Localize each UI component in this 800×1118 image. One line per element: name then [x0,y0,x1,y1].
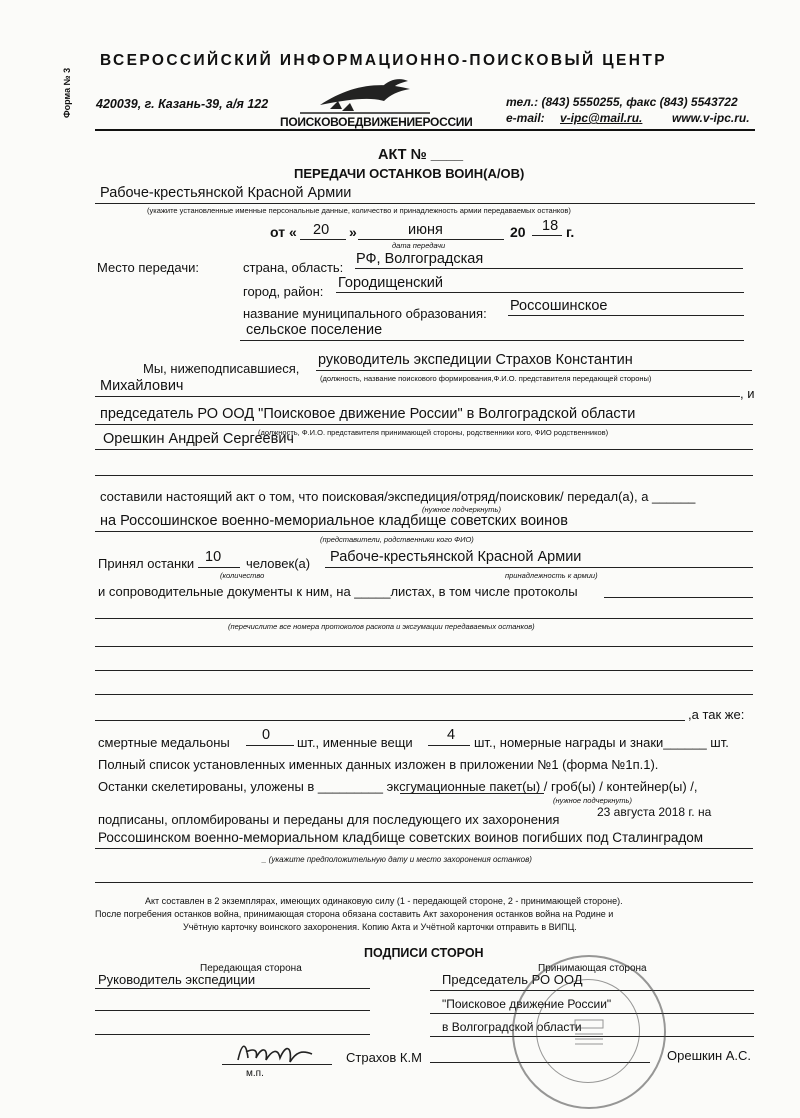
blank-line-2 [95,646,753,647]
note-line-2: После погребения останков война, принимающая сторона обязана составить Акт захоронения останков война на Родине и [95,909,614,919]
docs-line: и сопроводительные документы к ним, на _____листах, в том числе протоколы [98,584,578,599]
items-label: шт., именные вещи [297,735,413,750]
address: 420039, г. Казань-39, а/я 122 [96,97,269,111]
official-stamp [512,955,666,1109]
sender-line-2-rule [95,396,740,397]
medallions-label: смертные медальоны [98,735,230,750]
header-divider [95,129,755,131]
date-close: » [349,224,357,240]
receiver-role-3: в Волгоградской области [442,1020,582,1034]
army-line [95,203,755,204]
municipality-value: Россошинское [510,298,608,314]
awards-label: шт., номерные награды и знаки______ шт. [474,735,729,750]
count-caption: (количество [220,571,265,580]
sender-sig-line-3 [95,1034,370,1035]
place-label: Место передачи: [97,260,199,275]
accepted-army: Рабоче-крестьянской Красной Армии [330,549,582,565]
city-label: город, район: [243,284,324,299]
sender-side-caption: Передающая сторона [200,963,302,974]
note-line-3: Учётную карточку воинского захоронения. Копию Акта и Учётной карточки отправить в ВИПЦ. [183,922,577,932]
list-line: Полный список установленных именных данных изложен в приложении №1 (форма №1п.1). [98,757,659,772]
date-prefix: от « [270,224,297,240]
form-number: Форма № 3 [62,67,72,118]
accepted-army-line [325,567,753,568]
phone: тел.: (843) 5550255, факс (843) 5543722 [506,95,738,109]
site-link[interactable]: www.v-ipc.ru. [672,111,750,125]
logo-text: ПОИСКОВОЕДВИЖЕНИЕРОССИИ [280,115,473,129]
logo [280,75,473,129]
sender-caption: (должность, название поискового формирования,Ф.И.О. представителя передающей стороны) [320,374,652,383]
municipality-line [508,315,744,316]
burial-rule [95,848,753,849]
medallions-line [246,745,294,746]
accepted-count: 10 [205,549,222,565]
blank-line-5 [95,720,685,721]
sender-line-1: руководитель экспедиции Страхов Константин [318,352,633,368]
items-value: 4 [447,727,456,743]
date-day: 20 [313,222,330,238]
burial-place: Россошинском военно-мемориальном кладбище советских воинов погибших под Сталинградом [98,830,704,845]
intro-text: Мы, нижеподписавшиеся, [143,361,300,376]
blank-line-1 [95,475,753,476]
sender-line-2: Михайлович [100,378,184,394]
date-caption: дата передачи [392,241,446,250]
and-text: , и [740,386,755,401]
region-line [355,268,743,269]
receiver-line-1: председатель РО ООД "Поисковое движение России" в Волгоградской области [100,406,636,422]
also-text: ,а так же: [688,707,745,722]
sender-name: Страхов К.М [346,1050,422,1065]
blank-line-3 [95,670,753,671]
date-month: июня [408,222,443,238]
receiver-caption: (должность, Ф.И.О. представителя принимающей стороны, родственники кого, ФИО родственников) [258,428,609,437]
count-line [198,567,240,568]
receiver-side-caption: Принимающая сторона [538,963,647,974]
packed-underline [400,793,544,794]
city-line [336,292,744,293]
signatures-heading: ПОДПИСИ СТОРОН [364,946,484,960]
stamp-emblem-icon [569,1012,609,1052]
note-line-1: Акт составлен в 2 экземплярах, имеющих одинаковую силу (1 - передающей стороне, 2 - принимающей стороне). [145,896,623,906]
date-year-prefix: 20 [510,224,526,240]
sealed-line: подписаны, опломбированы и переданы для последующего их захоронения [98,812,560,827]
army-caption: (укажите установленные именные персональные данные, количество и принадлежность армии передаваемых останков) [147,206,571,215]
cemetery-rule [95,531,753,532]
protocols-rule [95,618,753,619]
blank-line-6 [95,882,753,883]
burial-date: 23 августа 2018 г. на [597,805,712,819]
cemetery-line: на Россошинское военно-мемориальное кладбище советских воинов [100,513,568,529]
email-label: e-mail: [506,111,545,125]
email-link[interactable]: v-ipc@mail.ru. [560,111,643,125]
protocols-caption: (перечислите все номера протоколов раскопа и эксгумации передаваемых останков) [228,622,535,631]
city-value: Городищенский [338,275,443,291]
receiver-role-1: Председатель РО ООД [442,972,583,987]
sender-signature-line [222,1064,332,1065]
army-value: Рабоче-крестьянской Красной Армии [100,185,352,201]
receiver-role-2: "Поисковое движение России" [442,997,612,1011]
region-label: страна, область: [243,260,344,275]
compiled-text: составили настоящий акт о том, что поисковая/экспедиция/отряд/поисковик/ передал(а), а ______ [100,489,696,504]
receiver-line-1-rule [95,424,753,425]
municipality-label: название муниципального образования: [243,306,487,321]
accepted-label: Принял останки [98,556,195,571]
docs-rule [604,597,753,598]
date-suffix: г. [566,224,575,240]
blank-line-4 [95,694,753,695]
sender-role: Руководитель экспедиции [98,972,256,987]
receiver-line-2-rule [95,449,753,450]
sender-sig-line-1 [95,988,370,989]
act-number: АКТ № ____ [378,147,464,163]
bird-logo-icon [280,75,440,115]
medallions-value: 0 [262,727,271,743]
sender-line-1-rule [316,370,752,371]
year-line [532,235,562,236]
act-subtitle: ПЕРЕДАЧИ ОСТАНКОВ ВОИН(А/ОВ) [294,166,525,181]
receiver-name: Орешкин А.С. [667,1048,752,1063]
day-line [300,239,346,240]
packed-caption: (нужное подчеркнуть) [553,796,632,805]
receiver-line-2: Орешкин Андрей Сергеевич [103,431,294,447]
mp-label: м.п. [246,1068,264,1079]
municipality-value-2: сельское поселение [246,322,383,338]
accepted-people: человек(а) [246,556,311,571]
region-value: РФ, Волгоградская [356,251,484,267]
cemetery-caption: (представители, родственники кого ФИО) [320,535,474,544]
items-line [428,745,470,746]
compiled-caption: (нужное подчеркнуть) [422,505,501,514]
packed-line: Останки скелетированы, уложены в _________ эксгумационные пакет(ы) / гроб(ы) / контейнер(ы) /, [98,779,698,794]
date-year: 18 [542,218,559,234]
army-belonging-caption: принадлежность к армии) [505,571,598,580]
municipality-line-2 [240,340,744,341]
month-line [358,239,504,240]
org-name: ВСЕРОССИЙСКИЙ ИНФОРМАЦИОННО-ПОИСКОВЫЙ ЦЕНТР [100,52,667,69]
burial-caption: _ (укажите предположительную дату и место захоронения останков) [262,855,532,864]
sender-sig-line-2 [95,1010,370,1011]
